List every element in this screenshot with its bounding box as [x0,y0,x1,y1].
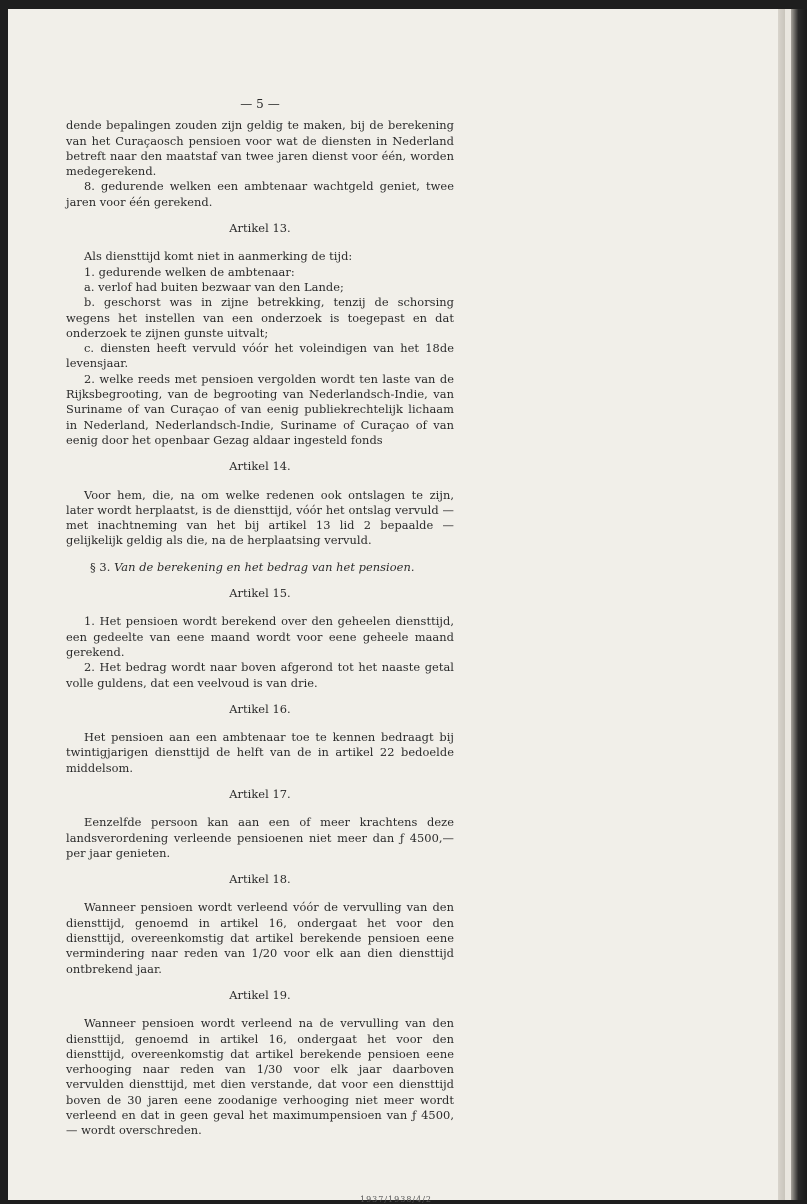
page-edge-shadow [778,9,807,1200]
section-3-title [66,560,454,575]
article-19-text: Wanneer pensioen wordt verleend na de vervulling van den diensttijd, genoemd in artikel 16, ondergaat het voor den diensttijd, overeenkomstig dat artikel berekende pensioen eene verhooging naar reden van 1/30 voor elk jaar daarboven vervulden diensttijd, met dien verstande, dat voor een diensttijd boven de 30 jaren eene zoodanige verhooging niet meer wordt verleend en dat in geen geval het maximumpensioen van ƒ 4500,— wordt overschreden. [66,1016,454,1138]
article-13-line: a. verlof had buiten bezwaar van den Lande; [84,279,344,294]
article-17-text: Eenzelfde persoon kan aan een of meer krachtens deze landsverordening verleende pensioenen niet meer dan ƒ 4500,— per jaar genieten. [66,815,454,860]
intro-paragraph-2: 8. gedurende welken een ambtenaar wachtgeld geniet, twee jaren voor één gerekend. [66,179,454,209]
section-title: Van de berekening en het bedrag van het pensioen. [114,559,415,574]
section-number: § 3. [90,559,111,574]
article-15-paragraph-1: 1. Het pensioen wordt berekend over den geheelen diensttijd, een gedeelte van eene maand wordt voor eene geheele maand gerekend. [66,614,454,659]
article-16-text: Het pensioen aan een ambtenaar toe te kennen bedraagt bij twintigjarigen diensttijd de helft van de in artikel 22 bedoelde middelsom. [66,730,454,775]
article-13-line: Als diensttijd komt niet in aanmerking de tijd: [84,249,353,264]
article-17-heading: Artikel 17. [229,786,291,801]
intro-paragraph-1: dende bepalingen zouden zijn geldig te maken, bij de berekening van het Curaçaosch pensioen voor wat de diensten in Nederland betreft naar den maatstaf van twee jaren dienst voor één, worden medegerekend. [66,118,454,179]
print-mark: 1937/1938/4/2 [360,1195,432,1204]
page-content [66,97,454,1139]
article-15-heading: Artikel 15. [229,586,291,601]
article-18-heading: Artikel 18. [229,872,291,887]
article-18-text: Wanneer pensioen wordt verleend vóór de vervulling van den diensttijd, genoemd in artikel 16, ondergaat het voor den diensttijd, overeenkomstig dat artikel berekende pensioen eene vermindering naar reden van 1/20 voor elk aan dien diensttijd ontbrekend jaar. [66,900,454,976]
article-13-line: 2. welke reeds met pensioen vergolden wordt ten laste van de Rijksbegrooting, van de begrooting van Nederlandsch-Indie, van Suriname of van Curaçao of van eenig publiekrechtelijk lichaam in Nederland, Nederlandsch-Indie, Suriname of Curaçao of van eenig door het openbaar Gezag aldaar ingesteld fonds [66,371,454,447]
page-number: — 5 — [240,97,280,111]
article-19-heading: Artikel 19. [229,987,291,1002]
article-13-line: c. diensten heeft vervuld vóór het voleindigen van het 18de levensjaar. [66,341,454,371]
article-16-heading: Artikel 16. [229,701,291,716]
article-15-paragraph-2: 2. Het bedrag wordt naar boven afgerond tot het naaste getal volle guldens, dat een veelvoud is van drie. [66,660,454,690]
article-13-line: 1. gedurende welken de ambtenaar: [84,264,295,279]
article-14-heading: Artikel 14. [229,459,291,474]
article-14-text: Voor hem, die, na om welke redenen ook ontslagen te zijn, later wordt herplaatst, is de diensttijd, vóór het ontslag vervuld — met inachtneming van het bij artikel 13 lid 2 bepaalde — gelijkelijk geldig als die, na de herplaatsing vervuld. [66,487,454,548]
article-13-heading: Artikel 13. [229,221,291,236]
binding-spine [785,9,791,1200]
document-page [8,9,778,1204]
article-13-line: b. geschorst was in zijne betrekking, tenzij de schorsing wegens het instellen van een onderzoek is toegepast en dat onderzoek te zijnen gunste uitvalt; [66,295,454,340]
